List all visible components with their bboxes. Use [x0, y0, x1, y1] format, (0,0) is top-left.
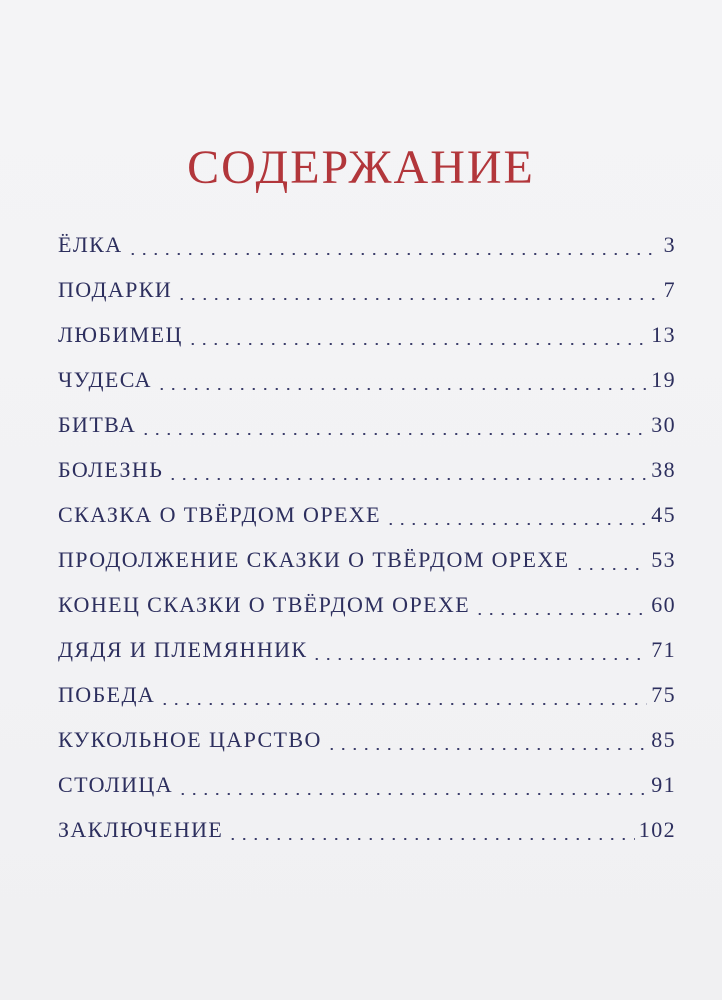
- toc-entry-page-number: 7: [663, 277, 676, 302]
- toc-entry-title: КУКОЛЬНОЕ ЦАРСТВО: [58, 727, 322, 752]
- toc-entry-title: КОНЕЦ СКАЗКИ О ТВЁРДОМ ОРЕХЕ: [58, 592, 471, 617]
- toc-entry: [58, 807, 676, 852]
- dot-leader: [177, 793, 647, 795]
- toc-entry: [58, 672, 676, 717]
- toc-entry-page-number: 38: [651, 457, 676, 482]
- toc-entry: [58, 582, 676, 627]
- toc-entry-title: СТОЛИЦА: [58, 772, 173, 797]
- toc-entry: [58, 222, 676, 267]
- page-title: СОДЕРЖАНИЕ: [187, 141, 535, 194]
- toc-entry-page-number: 3: [663, 232, 676, 257]
- dot-leader: [159, 703, 647, 705]
- toc-entry-page-number: 85: [651, 727, 676, 752]
- toc-entry-title: ДЯДЯ И ПЛЕМЯННИК: [58, 637, 308, 662]
- toc-entry-title: ПОДАРКИ: [58, 277, 173, 302]
- dot-leader: [311, 658, 647, 660]
- dot-leader: [326, 748, 647, 750]
- toc-entry-page-number: 71: [651, 637, 676, 662]
- toc-entry: [58, 537, 676, 582]
- toc-entry-title: БИТВА: [58, 412, 137, 437]
- toc-entry-page-number: 19: [651, 367, 676, 392]
- table-of-contents: [58, 222, 676, 852]
- toc-entry-title: ПОБЕДА: [58, 682, 156, 707]
- toc-entry: [58, 267, 676, 312]
- toc-entry: [58, 447, 676, 492]
- toc-entry-title: СКАЗКА О ТВЁРДОМ ОРЕХЕ: [58, 502, 381, 527]
- toc-entry-page-number: 30: [651, 412, 676, 437]
- dot-leader: [474, 613, 647, 615]
- dot-leader: [227, 838, 635, 840]
- toc-entry: [58, 627, 676, 672]
- toc-entry-title: ЁЛКА: [58, 232, 123, 257]
- toc-entry-page-number: 102: [638, 817, 676, 842]
- toc-entry-page-number: 60: [651, 592, 676, 617]
- dot-leader: [385, 523, 647, 525]
- toc-entry-title: ЗАКЛЮЧЕНИЕ: [58, 817, 224, 842]
- toc-entry: [58, 492, 676, 537]
- toc-entry: [58, 717, 676, 762]
- toc-entry-page-number: 91: [651, 772, 676, 797]
- toc-entry: [58, 402, 676, 447]
- dot-leader: [156, 388, 647, 390]
- toc-entry: [58, 357, 676, 402]
- toc-entry: [58, 312, 676, 357]
- toc-entry: [58, 762, 676, 807]
- dot-leader: [140, 433, 647, 435]
- toc-entry-page-number: 45: [651, 502, 676, 527]
- dot-leader: [187, 343, 647, 345]
- toc-entry-page-number: 13: [651, 322, 676, 347]
- dot-leader: [167, 478, 647, 480]
- toc-entry-title: БОЛЕЗНЬ: [58, 457, 164, 482]
- dot-leader: [574, 568, 648, 570]
- toc-entry-page-number: 53: [651, 547, 676, 572]
- dot-leader: [127, 253, 660, 255]
- toc-entry-title: ПРОДОЛЖЕНИЕ СКАЗКИ О ТВЁРДОМ ОРЕХЕ: [58, 547, 570, 572]
- dot-leader: [176, 298, 659, 300]
- toc-entry-title: ЧУДЕСА: [58, 367, 152, 392]
- toc-entry-title: ЛЮБИМЕЦ: [58, 322, 183, 347]
- toc-entry-page-number: 75: [651, 682, 676, 707]
